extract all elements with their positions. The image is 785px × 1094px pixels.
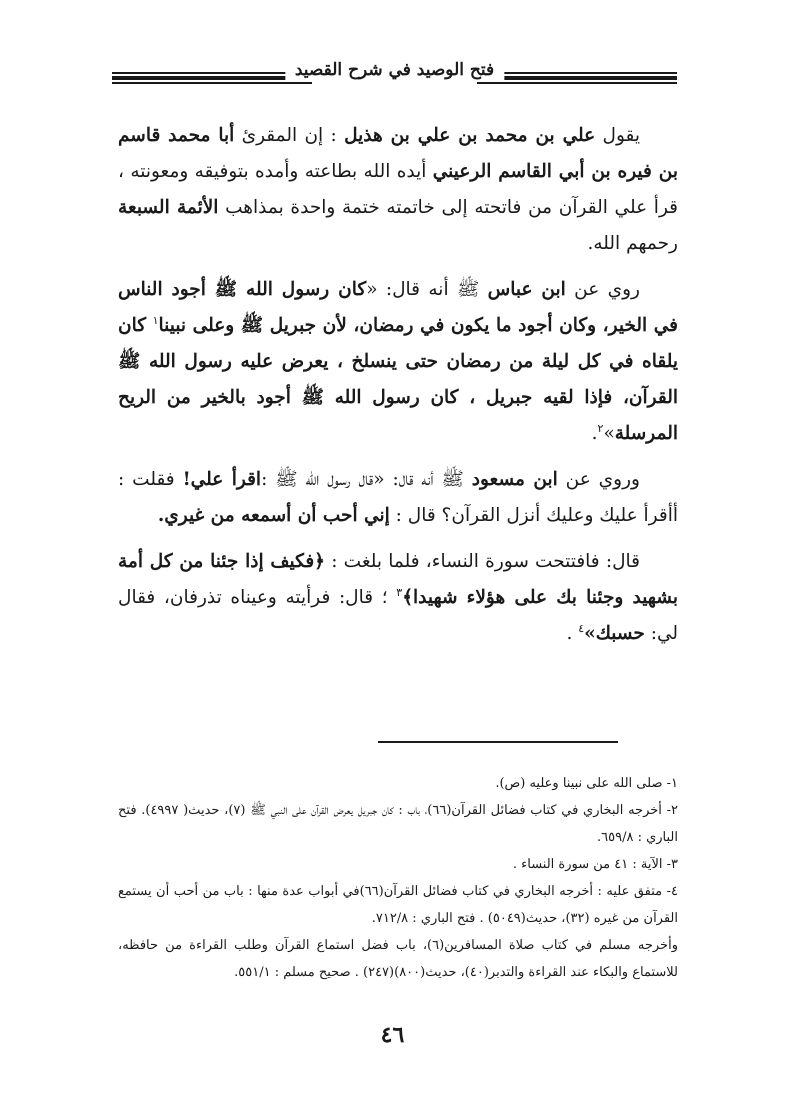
- footnotes: [118, 770, 678, 986]
- text: »: [603, 423, 615, 444]
- footnote-2: ٢- أخرجه البخاري في كتاب فضائل القرآن(٦٦)، باب : كان جبريل يعرض القرآن على النبي ﷺ (٧)، حديث( ٤٩٩٧). فتح الباري : ٦٥٩/٨.: [118, 803, 678, 845]
- bold-text: ﴿فكيف إذا جئنا من كل أمة بشهيد وجئنا بك على هؤلاء شهيدا﴾: [118, 551, 678, 608]
- footnote-separator: [378, 741, 618, 743]
- footnote-marker: ٤: [578, 621, 585, 635]
- footnote-marker: ٢: [597, 421, 604, 435]
- text: .: [591, 423, 598, 444]
- text: رحمهم الله.: [587, 233, 678, 254]
- footnote-4-continued: وأخرجه مسلم في كتاب صلاة المسافرين(٦)، باب فضل استماع القرآن وطلب القراءة من حافظه، للاستماع والبكاء عند القراءة والتدبر(٤٠)، حديث(٨٠٠)(٢٤٧) . صحيح مسلم : ٥٥١/١.: [118, 938, 678, 980]
- text: روي عن: [565, 279, 640, 300]
- footnote-1: ١- صلى الله على نبينا وعليه (ص).: [495, 776, 678, 791]
- text: ؛ قال: فرأيته وعيناه تذرفان، فقال لي:: [118, 587, 678, 644]
- text: فقلت : أأقرأ عليك وعليك أنزل القرآن؟ قال :: [118, 469, 678, 526]
- text: وروي عن: [557, 469, 640, 490]
- text: قال: فافتتحت سورة النساء، فلما بلغت :: [325, 551, 641, 572]
- bold-text: ابن عباس: [487, 279, 566, 300]
- footnote-marker: ١: [152, 313, 159, 327]
- text: يقول: [595, 125, 641, 146]
- bold-text: علي بن محمد بن علي بن هذيل: [344, 125, 596, 146]
- bold-text: إني أحب أن أسمعه من غيري.: [157, 505, 390, 526]
- paragraph: [118, 272, 678, 452]
- running-header: [112, 56, 677, 96]
- bold-text: كان رسول الله ﷺ أجود الناس في الخير، وكان أجود ما يكون في رمضان، لأن جبريل ﷺ وعلى نبينا: [118, 279, 678, 336]
- footnote-3: ٣- الآية : ٤١ من سورة النساء .: [512, 857, 678, 872]
- text: أيده الله بطاعته وأمده بتوفيقه ومعونته ، قرأ علي القرآن من فاتحته إلى خاتمته ختمة واحدة بمذاهب: [118, 161, 678, 218]
- bold-text: الأئمة السبعة: [118, 197, 219, 218]
- bold-text: اقرأ علي!: [182, 469, 262, 490]
- paragraph: [118, 544, 678, 652]
- paragraph: [118, 118, 678, 262]
- header-rule-left: [112, 70, 312, 86]
- page-number: ٤٦: [380, 1022, 405, 1048]
- paragraph: [118, 462, 678, 534]
- main-text: [118, 118, 678, 662]
- bold-text: كان يلقاه في كل ليلة من رمضان حتى ينسلخ ، يعرض عليه رسول الله ﷺ القرآن، فإذا لقيه جبريل ، كان رسول الله ﷺ أجود بالخير من الريح المرسلة: [118, 315, 678, 444]
- footnote-4: ٤- متفق عليه : أخرجه البخاري في كتاب فضائل القرآن(٦٦)في أبواب عدة منها : باب من أحب أن يستمع القرآن من غيره (٣٢)، حديث(٥٠٤٩) . فتح الباري : ٧١٢/٨.: [118, 884, 678, 926]
- footnote-marker: ٣: [396, 585, 403, 599]
- bold-text: أبا محمد قاسم بن فيره بن أبي القاسم الرعيني: [118, 125, 678, 182]
- bold-text: حسبك»: [584, 623, 645, 644]
- header-title: فتح الوصيد في شرح القصيد: [285, 60, 504, 80]
- header-rule-right: [477, 70, 677, 86]
- text: ﷺ أنه قال: «: [366, 279, 488, 300]
- text: .: [566, 623, 579, 644]
- bold-text: ابن مسعود: [471, 469, 558, 490]
- text: ﷺ أنه قال: «قال رسول الله ﷺ :: [261, 469, 472, 490]
- text: : إن المقرئ: [234, 125, 345, 146]
